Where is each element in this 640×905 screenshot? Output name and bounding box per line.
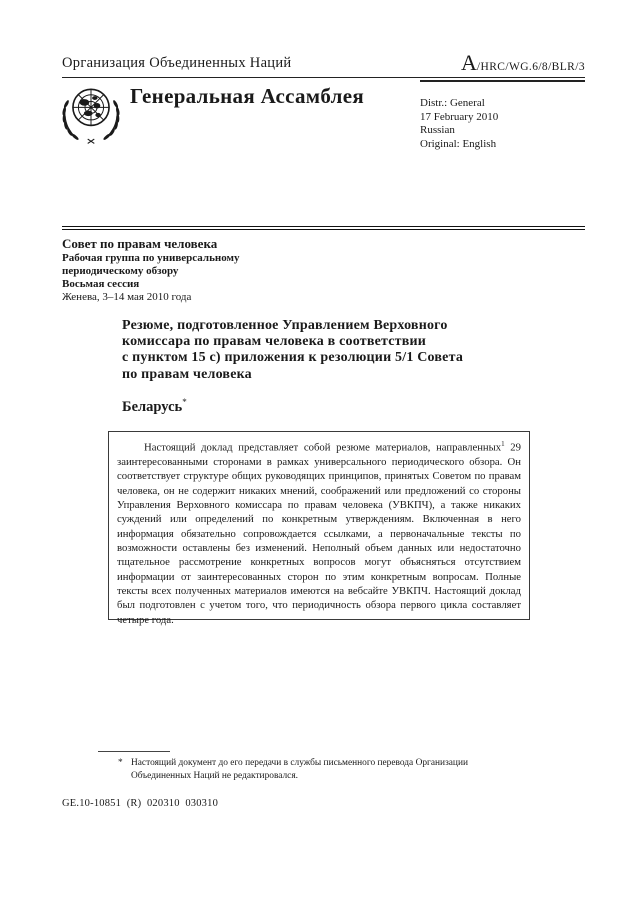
document-symbol-rest: /HRC/WG.6/8/BLR/3 <box>476 61 585 73</box>
title-line-4: по правам человека <box>122 366 252 382</box>
language-line: Russian <box>420 124 455 137</box>
summary-box <box>108 431 530 626</box>
header-rule <box>62 77 585 78</box>
footnote-text-2: Объединенных Наций не редактировался. <box>131 770 298 781</box>
footnote-text-1: Настоящий документ до его передачи в службы письменного перевода Организации <box>131 758 468 768</box>
distribution-block <box>420 97 498 151</box>
footnote <box>118 757 548 782</box>
summary-footnote-ref: 1 <box>501 440 505 448</box>
session-block <box>62 235 240 304</box>
title-line-2: комиссара по правам человека в соответствии <box>122 334 427 350</box>
symbol-underline-rule <box>420 80 585 82</box>
summary-text-after-ref: 29 заинтересованными сторонами в рамках универсального периодического обзора. Он соответствует структуре общих руководящих принципов, принятых Советом по правам человека, он не содержит никаких мнений, соображений или предложений со стороны Управления Верховного комиссара по правам человека (УВКПЧ), а также никаких суждений или определений по конкретным утверждениям. Включенная в него информация обязательно сопровождается ссылками, а первоначальные тексты по возможности оставлены без изменений. Неполный объем данных или недостаточно тщательное рассмотрение конкретных вопросов могут объясняться отсутствием информации от заинтересованных сторон по этим конкретным вопросам. Полные тексты всех полученных материалов имеются на вебсайте УВКПЧ. Настоящий доклад был подготовлен с учетом того, что периодичность обзора первого цикла составляет четыре года. <box>117 441 521 626</box>
document-title <box>122 318 463 383</box>
council-name: Совет по правам человека <box>62 236 218 251</box>
footnote-separator-rule <box>98 751 170 752</box>
document-symbol-prefix: A <box>461 50 477 75</box>
footnote-mark: * <box>118 758 123 768</box>
document-symbol <box>461 50 585 76</box>
session-number: Восьмая сессия <box>62 278 140 290</box>
working-group-line1: Рабочая группа по универсальному <box>62 252 240 264</box>
distr-line: Distr.: General <box>420 97 485 109</box>
country-name: Беларусь <box>122 398 183 415</box>
un-emblem-icon <box>58 80 124 150</box>
venue-date: Женева, 3–14 мая 2010 года <box>62 291 192 303</box>
summary-text-before-ref: Настоящий доклад представляет собой резюме материалов, направленных <box>144 441 502 454</box>
date-line: 17 February 2010 <box>420 110 499 123</box>
footer-reference: GE.10-10851 (R) 020310 030310 <box>62 798 219 809</box>
original-language-line: Original: English <box>420 137 497 150</box>
title-line-1: Резюме, подготовленное Управлением Верховного <box>122 318 448 333</box>
summary-paragraph <box>117 437 521 627</box>
country-heading <box>122 397 187 416</box>
assembly-title: Генеральная Ассамблея <box>130 84 365 108</box>
title-line-3: с пунктом 15 c) приложения к резолюции 5/1 Совета <box>122 350 464 366</box>
footnote-line-1 <box>118 757 548 770</box>
org-name: Организация Объединенных Наций <box>62 55 292 71</box>
working-group-line2: периодическому обзору <box>62 265 179 277</box>
section-divider-rule <box>62 226 585 230</box>
country-footnote-mark: * <box>182 397 187 407</box>
